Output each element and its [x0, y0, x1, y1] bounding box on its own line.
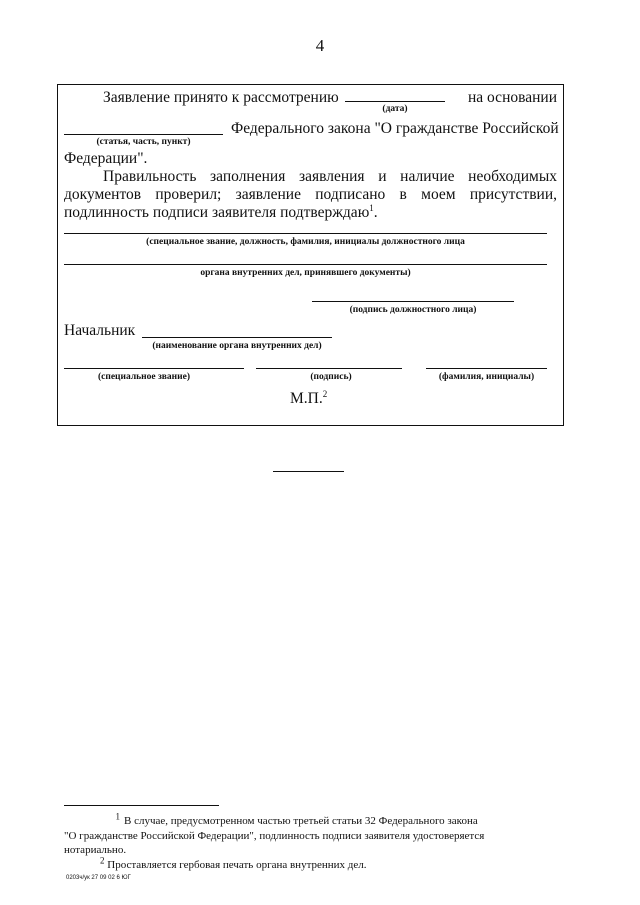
federal-law-text: Федерального закона "О гражданстве Российской [231, 120, 559, 137]
footnote-1-marker: 1 [115, 811, 120, 822]
name-caption: (фамилия, инициалы) [438, 372, 535, 382]
footnote-ref-1: 1 [369, 202, 374, 213]
rank-caption: (специальное звание) [97, 372, 191, 382]
rank-line [64, 368, 244, 369]
body-caption: органа внутренних дел, принявшего документы) [200, 268, 411, 278]
body-name-caption: (наименование органа внутренних дел) [152, 341, 322, 351]
footnote-2 [100, 855, 367, 872]
document-code: 0203ч/ук 27 09 02 6 ЮГ [66, 875, 131, 881]
footnote-1-line-2: "О гражданстве Российской Федерации", подлинность подписи заявителя удостоверяется [64, 830, 485, 842]
federation-text: Федерации". [64, 150, 148, 167]
footnote-2-text: Проставляется гербовая печать органа внутренних дел. [107, 859, 367, 871]
verification-line-2: документов проверил; заявление подписано в моем присутствии, [64, 186, 557, 203]
body-name-line [142, 337, 332, 338]
signature-caption: (подпись) [310, 372, 352, 382]
footnote-1-line-1: В случае, предусмотренном частью третьей статьи 32 Федерального закона [124, 815, 478, 827]
body-line [64, 264, 547, 265]
official-signature-line [312, 301, 514, 302]
footnote-ref-2: 2 [322, 388, 328, 399]
date-caption: (дата) [382, 104, 408, 114]
date-line [345, 101, 445, 102]
chief-label: Начальник [64, 322, 136, 339]
signature-line [256, 368, 402, 369]
footnote-1-line-3: нотариально. [64, 844, 127, 856]
footnote-separator [64, 805, 219, 806]
footnote-2-marker: 2 [100, 855, 105, 866]
official-caption: (специальное звание, должность, фамилия, инициалы должностного лица [146, 237, 465, 247]
verification-line-1: Правильность заполнения заявления и наличие необходимых [103, 168, 557, 185]
stamp-place: М.П.$^2$ [290, 388, 328, 407]
end-rule [273, 471, 344, 472]
article-caption: (статья, часть, пункт) [96, 137, 191, 147]
article-line [64, 134, 223, 135]
footnote-1 [64, 811, 557, 828]
official-signature-caption: (подпись должностного лица) [349, 305, 477, 315]
basis-text: на основании [468, 89, 557, 106]
verification-line-3: подлинность подписи заявителя подтверждаю$^1$. [64, 202, 378, 221]
name-line [426, 368, 547, 369]
official-line [64, 233, 547, 234]
acceptance-lead-text: Заявление принято к рассмотрению [103, 89, 339, 106]
page-number: 4 [315, 36, 325, 55]
